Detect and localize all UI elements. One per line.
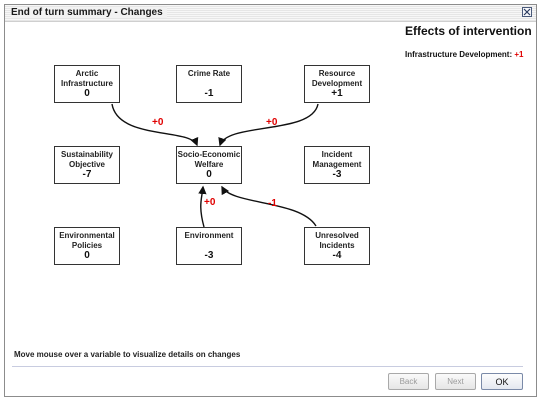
node-value: -1: [204, 88, 214, 99]
node-label: Crime Rate: [187, 69, 231, 78]
node-value: 0: [84, 88, 90, 99]
node-sustainability-objective[interactable]: [54, 146, 120, 184]
status-text: Move mouse over a variable to visualize details on changes: [14, 350, 241, 359]
node-label: Arctic Infrastructure: [60, 69, 113, 88]
node-value: 0: [84, 250, 90, 261]
node-value: 0: [206, 169, 212, 180]
node-incident-management[interactable]: [304, 146, 370, 184]
effects-heading: Effects of intervention: [405, 24, 532, 38]
node-value: +1: [331, 88, 343, 99]
node-environment[interactable]: [176, 227, 242, 265]
node-label: Unresolved Incidents: [315, 231, 359, 250]
node-environmental-policies[interactable]: [54, 227, 120, 265]
node-label: Resource Development: [311, 69, 363, 88]
node-value: -3: [204, 250, 214, 261]
separator: [12, 366, 523, 367]
node-unresolved-incidents[interactable]: [304, 227, 370, 265]
node-label: Environmental Policies: [59, 231, 115, 250]
node-label: Sustainability Objective: [60, 150, 113, 169]
node-arctic-infrastructure[interactable]: [54, 65, 120, 103]
node-label: Incident Management: [312, 150, 362, 169]
effect-delta: +1: [514, 50, 524, 59]
node-resource-development[interactable]: [304, 65, 370, 103]
node-socio-economic-welfare[interactable]: [176, 146, 242, 184]
edge-label-resource-welfare: +0: [266, 117, 278, 128]
node-label: Socio-Economic Welfare: [177, 150, 241, 169]
node-crime-rate[interactable]: [176, 65, 242, 103]
edge-label-environment-welfare: +0: [204, 197, 216, 208]
node-label: Environment: [184, 231, 234, 240]
node-value: -3: [332, 169, 342, 180]
next-button[interactable]: Next: [435, 373, 476, 390]
window-title: End of turn summary - Changes: [11, 7, 167, 18]
effect-label: Infrastructure Development:: [405, 50, 513, 59]
ok-button[interactable]: OK: [481, 373, 523, 390]
edge-label-arctic-welfare: +0: [152, 117, 164, 128]
edge-label-unresolved-welfare: -1: [268, 198, 277, 209]
node-value: -7: [82, 169, 92, 180]
node-value: -4: [332, 250, 342, 261]
back-button[interactable]: Back: [388, 373, 429, 390]
